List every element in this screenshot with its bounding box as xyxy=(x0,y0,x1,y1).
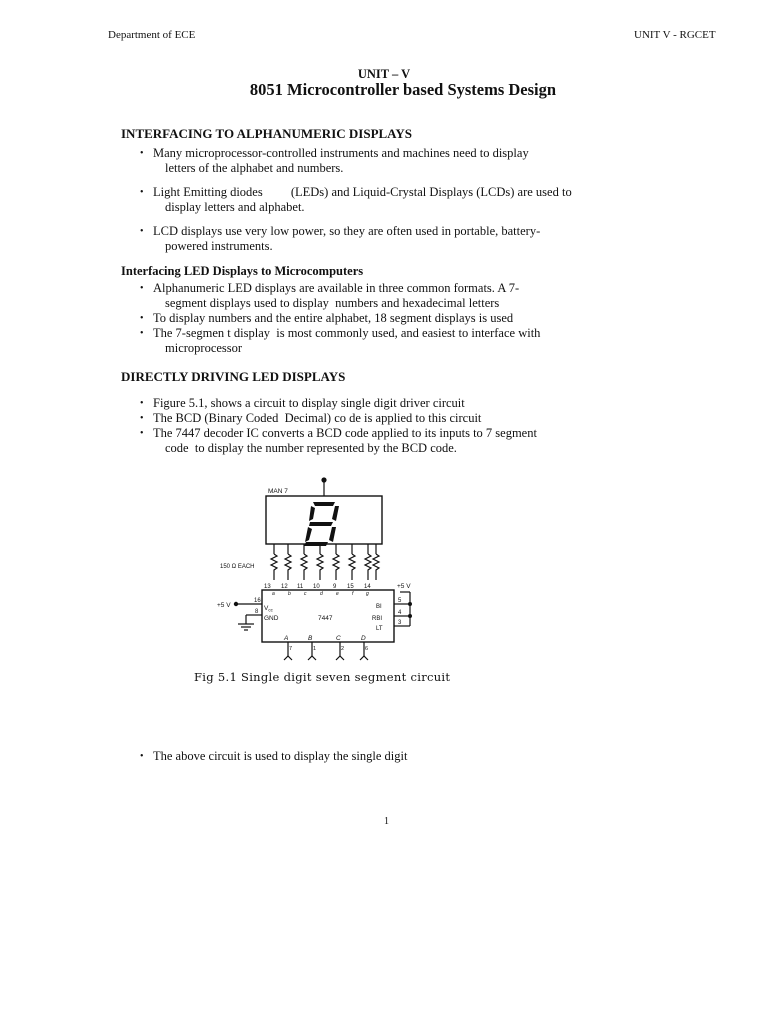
seven-segment-circuit-diagram xyxy=(200,474,440,664)
seven-segment-digit-icon xyxy=(304,502,339,546)
bullet-icon: • xyxy=(140,751,144,762)
bullet-icon: • xyxy=(140,226,144,237)
section-heading-led-interfacing: Interfacing LED Displays to Microcomputers xyxy=(121,264,364,278)
gnd-label: GND xyxy=(264,615,279,622)
pin-number: 12 xyxy=(281,584,288,590)
pin-number: 16 xyxy=(254,598,261,604)
pin-number: 10 xyxy=(313,584,320,590)
pin-number: 1 xyxy=(313,646,317,652)
bullet-icon: • xyxy=(140,148,144,159)
display-label: MAN 7 xyxy=(268,488,288,495)
resistor-label: 150 Ω EACH xyxy=(220,564,255,570)
pin-number: 11 xyxy=(297,584,304,590)
section-heading-direct-driving: DIRECTLY DRIVING LED DISPLAYS xyxy=(121,369,346,384)
pin-number: 7 xyxy=(289,646,293,652)
input-label: B xyxy=(308,635,313,642)
pin-number: 6 xyxy=(365,646,369,652)
pin-number: 4 xyxy=(398,610,402,616)
page-title: 8051 Microcontroller based Systems Design xyxy=(249,80,557,99)
supply-label-left: +5 V xyxy=(217,602,231,609)
pin-number: 14 xyxy=(364,584,371,590)
page-number: 1 xyxy=(384,816,389,827)
input-label: C xyxy=(336,635,341,642)
bullet-icon: • xyxy=(140,283,144,294)
bullet-icon: • xyxy=(140,413,144,424)
supply-label-right: +5 V xyxy=(397,583,411,590)
resistor-network xyxy=(271,544,379,580)
segment-letter: e xyxy=(336,591,339,597)
segment-letter: b xyxy=(288,591,291,597)
input-label: D xyxy=(361,635,366,642)
figure-caption: Fig 5.1 Single digit seven segment circuit xyxy=(194,670,451,684)
bullet-icon: • xyxy=(140,187,144,198)
unit-label: UNIT – V xyxy=(357,67,411,81)
header-unit: UNIT V - RGCET xyxy=(634,29,716,41)
bullet-icon: • xyxy=(140,328,144,339)
ic-label: 7447 xyxy=(318,615,333,622)
segment-letter: d xyxy=(320,591,323,597)
segment-letter: a xyxy=(272,591,275,597)
header-department: Department of ECE xyxy=(108,29,196,41)
bullet-icon: • xyxy=(140,313,144,324)
pin-label: LT xyxy=(376,626,383,632)
input-label: A xyxy=(284,635,289,642)
bullet-icon: • xyxy=(140,398,144,409)
segment-letter: c xyxy=(304,591,307,597)
segment-letter: f xyxy=(352,591,354,597)
vcc-label: $V_{cc}$ xyxy=(264,605,273,613)
pin-number: 3 xyxy=(398,620,402,626)
pin-number: 8 xyxy=(255,609,259,615)
pin-number: 2 xyxy=(341,646,345,652)
pin-label: BI xyxy=(376,604,382,610)
pin-number: 9 xyxy=(333,584,337,590)
pin-number: 13 xyxy=(264,584,271,590)
pin-number: 5 xyxy=(398,598,402,604)
bullet-icon: • xyxy=(140,428,144,439)
pin-number: 15 xyxy=(347,584,354,590)
segment-letter: g xyxy=(366,591,369,597)
section-heading-alphanumeric: INTERFACING TO ALPHANUMERIC DISPLAYS xyxy=(121,126,412,141)
pin-label: RBI xyxy=(372,616,383,622)
